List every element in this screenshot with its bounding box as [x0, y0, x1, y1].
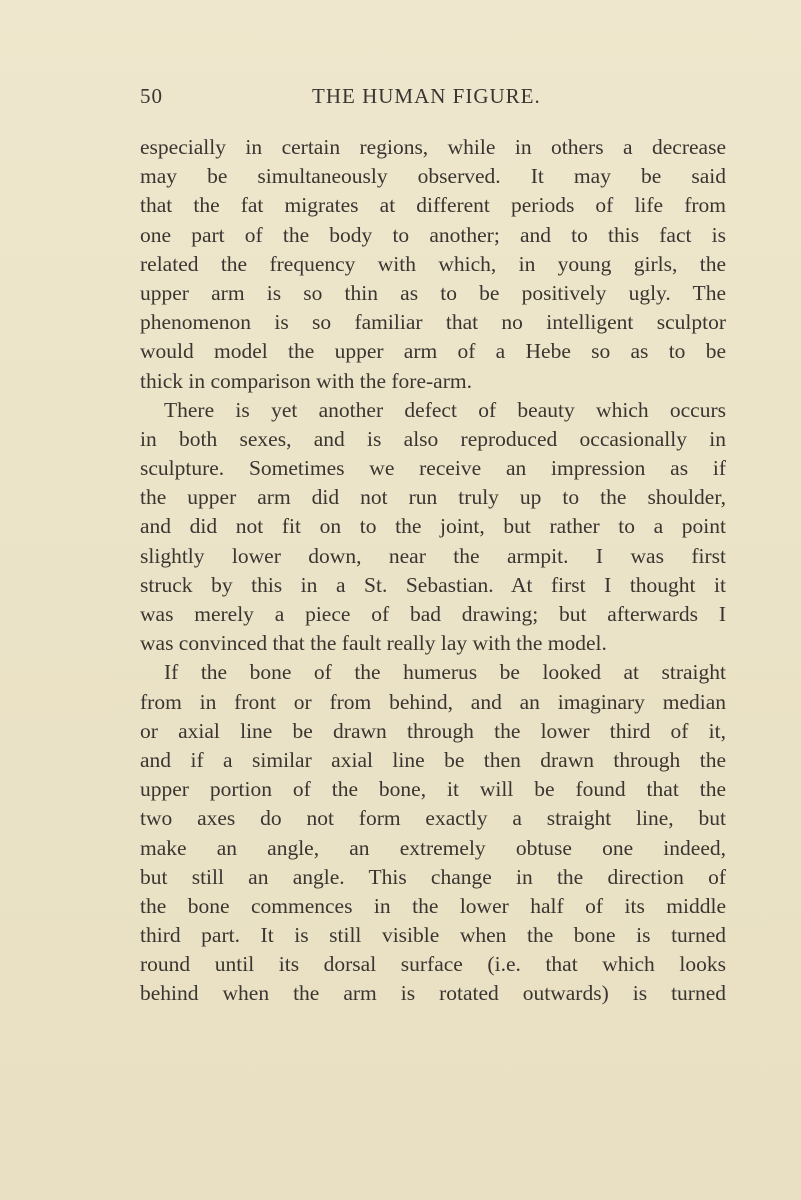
text-line: may be simultaneously observed. It may be said [140, 164, 726, 189]
text-line: the upper arm did not run truly up to the shoulder, [140, 485, 726, 510]
text-line: round until its dorsal surface (i.e. that which looks [140, 952, 726, 977]
text-line: phenomenon is so familiar that no intelligent sculptor [140, 310, 726, 335]
text-line: sculpture. Sometimes we receive an impression as if [140, 456, 726, 481]
text-line: was convinced that the fault really lay with the model. [140, 631, 607, 656]
text-line: If the bone of the humerus be looked at straight [164, 660, 726, 685]
text-line: would model the upper arm of a Hebe so as to be [140, 339, 726, 364]
text-line: in both sexes, and is also reproduced occasionally in [140, 426, 726, 451]
text-line: and if a similar axial line be then drawn through the [140, 747, 726, 772]
text-line: make an angle, an extremely obtuse one indeed, [140, 835, 726, 860]
text-line: struck by this in a St. Sebastian. At first I thought it [140, 572, 726, 597]
body-text [140, 133, 726, 1009]
text-line: thick in comparison with the fore-arm. [140, 368, 472, 393]
text-line: one part of the body to another; and to this fact is [140, 222, 726, 247]
text-line: third part. It is still visible when the bone is turned [140, 923, 726, 948]
text-line: was merely a piece of bad drawing; but afterwards I [140, 602, 726, 626]
running-title: THE HUMAN FIGURE. [312, 84, 541, 108]
text-line: but still an angle. This change in the direction of [140, 864, 726, 889]
text-line: There is yet another defect of beauty which occurs [164, 397, 726, 422]
text-line: or axial line be drawn through the lower third of it, [140, 718, 726, 743]
text-line: upper portion of the bone, it will be found that the [140, 777, 726, 802]
text-line: behind when the arm is rotated outwards) is turned [140, 981, 726, 1006]
text-line: slightly lower down, near the armpit. I was first [140, 543, 726, 568]
text-line: related the frequency with which, in young girls, the [140, 251, 726, 276]
running-head [140, 84, 740, 118]
text-line: especially in certain regions, while in others a decrease [140, 135, 726, 159]
text-line: the bone commences in the lower half of its middle [140, 893, 726, 918]
text-line: that the fat migrates at different periods of life from [140, 193, 726, 218]
text-line: from in front or from behind, and an imaginary median [140, 689, 726, 714]
text-line: two axes do not form exactly a straight line, but [140, 806, 726, 831]
page-number: 50 [140, 84, 163, 108]
text-line: upper arm is so thin as to be positively ugly. The [140, 280, 726, 305]
text-line: and did not fit on to the joint, but rather to a point [140, 514, 726, 539]
